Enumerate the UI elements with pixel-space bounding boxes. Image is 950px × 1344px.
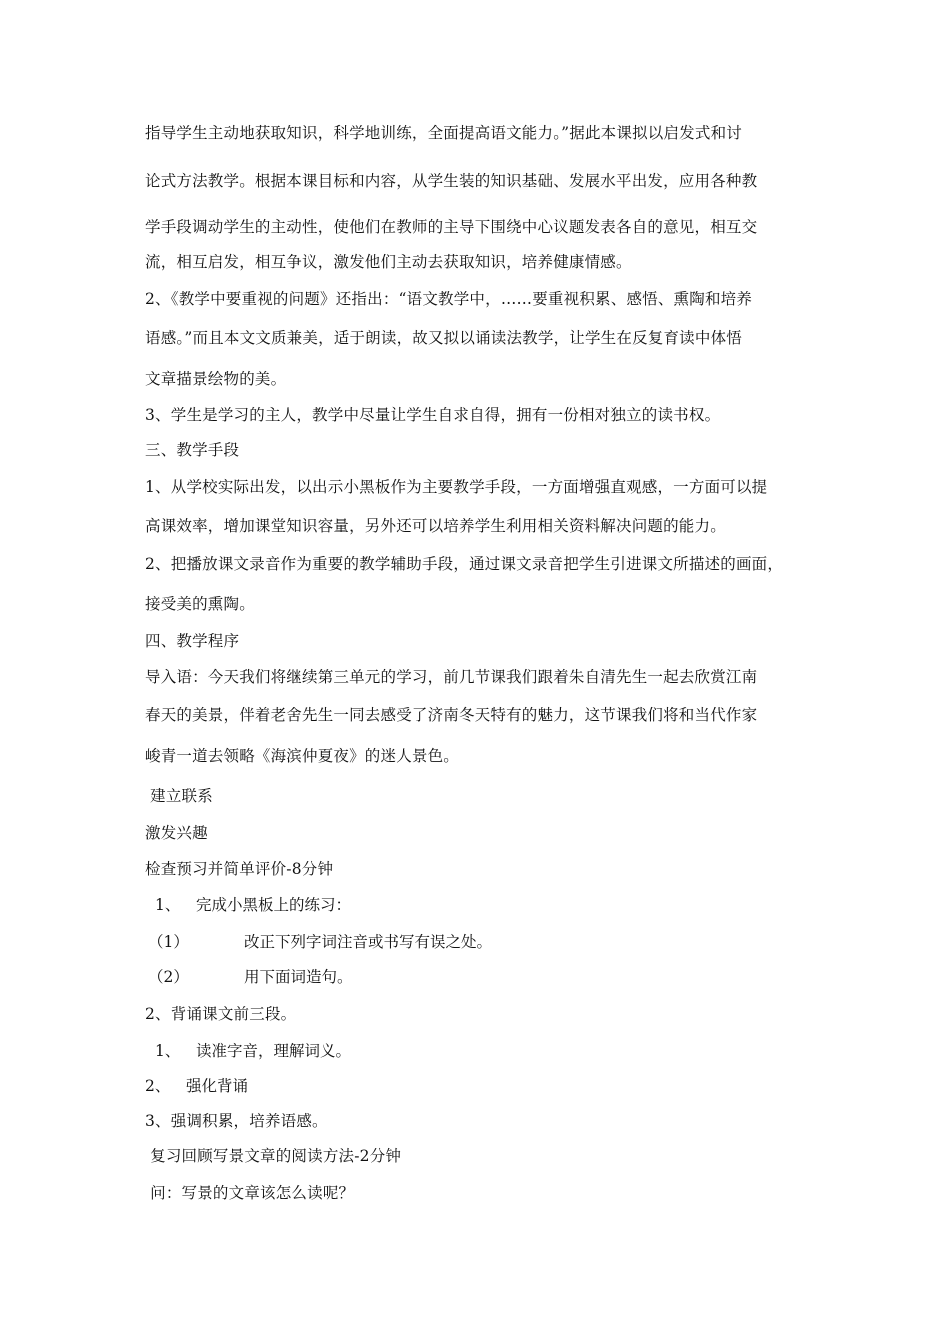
paragraph-line: 2、把播放课文录音作为重要的教学辅助手段，通过课文录音把学生引进课文所描述的画面，: [145, 555, 784, 573]
paragraph-line: 3、强调积累，培养语感。: [145, 1112, 328, 1130]
paragraph-line: 建立联系: [145, 787, 213, 805]
paragraph-line: 激发兴趣: [145, 824, 208, 842]
section-heading: 四、教学程序: [145, 632, 240, 650]
paragraph-line: 导入语：今天我们将继续第三单元的学习，前几节课我们跟着朱自清先生一起去欣赏江南: [145, 668, 758, 686]
list-text: 改正下列字词注音或书写有误之处。: [244, 933, 493, 951]
paragraph-line: 1、从学校实际出发，以出示小黑板作为主要教学手段，一方面增强直观感，一方面可以提: [145, 478, 768, 496]
paragraph-line: 论式方法教学。根据本课目标和内容，从学生装的知识基础、发展水平出发，应用各种教: [145, 172, 758, 190]
list-text: 用下面词造句。: [244, 968, 353, 986]
paragraph-line: 学手段调动学生的主动性，使他们在教师的主导下围绕中心议题发表各自的意见，相互交: [145, 218, 758, 236]
list-text: 完成小黑板上的练习：: [196, 896, 352, 914]
paragraph-line: 问：写景的文章该怎么读呢？: [145, 1184, 355, 1202]
section-heading: 三、教学手段: [145, 441, 240, 459]
list-text: 读准字音，理解词义。: [196, 1042, 352, 1060]
list-number: （1）: [148, 933, 189, 951]
paragraph-line: 检查预习并简单评价-8分钟: [145, 860, 334, 878]
list-number: 1、: [155, 896, 181, 914]
list-text: 强化背诵: [186, 1077, 249, 1095]
paragraph-line: 2、《教学中要重视的问题》还指出：“语文教学中，……要重视积累、感悟、熏陶和培养: [145, 290, 753, 308]
paragraph-line: 高课效率，增加课堂知识容量，另外还可以培养学生利用相关资料解决问题的能力。: [145, 517, 726, 535]
paragraph-line: 接受美的熏陶。: [145, 595, 255, 613]
paragraph-line: 流，相互启发，相互争议，激发他们主动去获取知识，培养健康情感。: [145, 253, 632, 271]
paragraph-line: 2、背诵课文前三段。: [145, 1005, 297, 1023]
paragraph-line: 语感。”而且本文文质兼美，适于朗读，故又拟以诵读法教学，让学生在反复育读中体悟: [145, 329, 742, 347]
paragraph-line: 春天的美景，伴着老舍先生一同去感受了济南冬天特有的魅力，这节课我们将和当代作家: [145, 706, 758, 724]
list-number: 1、: [155, 1042, 181, 1060]
list-number: （2）: [148, 968, 189, 986]
list-number: 2、: [145, 1077, 171, 1095]
paragraph-line: 指导学生主动地获取知识，科学地训练，全面提高语文能力。”据此本课拟以启发式和讨: [145, 124, 742, 142]
paragraph-line: 文章描景绘物的美。: [145, 370, 287, 388]
paragraph-line: 复习回顾写景文章的阅读方法-2分钟: [145, 1147, 402, 1165]
paragraph-line: 3、学生是学习的主人，教学中尽量让学生自求自得，拥有一份相对独立的读书权。: [145, 406, 721, 424]
paragraph-line: 峻青一道去领略《海滨仲夏夜》的迷人景色。: [145, 747, 460, 765]
